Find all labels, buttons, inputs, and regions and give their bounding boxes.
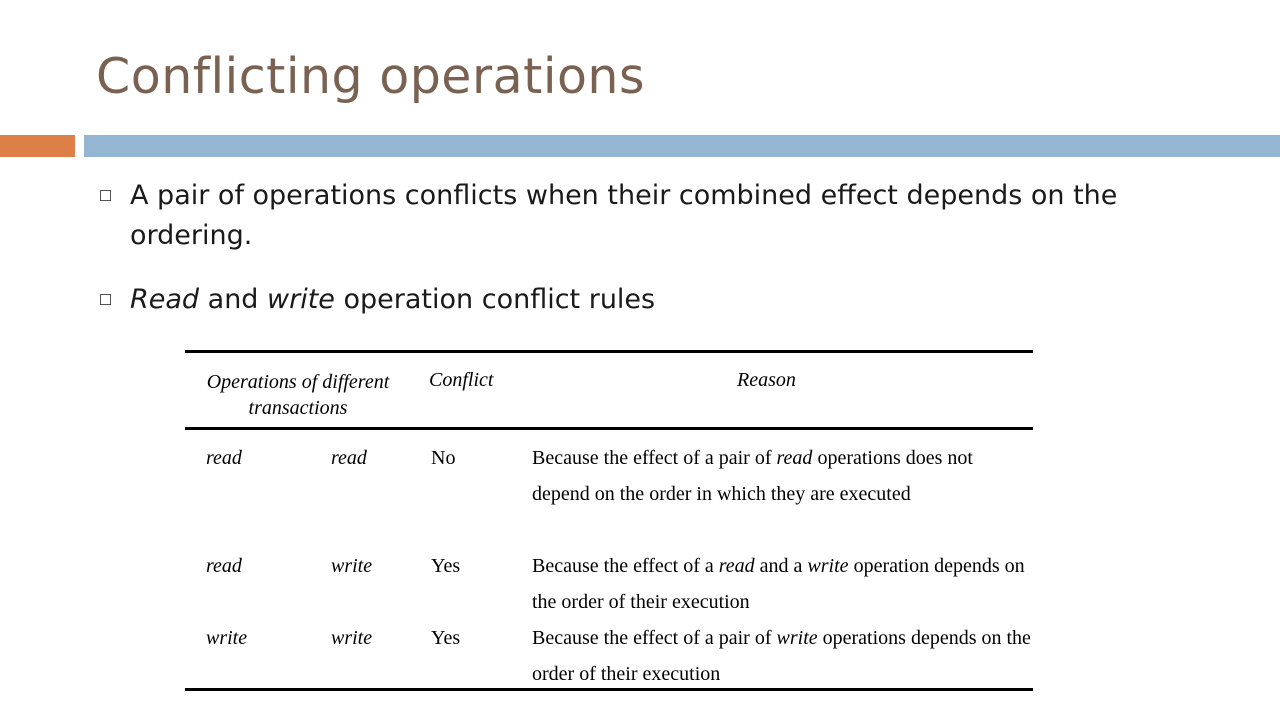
table-header-row	[185, 353, 1033, 427]
bullet-list	[98, 176, 1218, 344]
table-body	[185, 430, 1033, 688]
slide-title: Conflicting operations	[96, 48, 646, 105]
accent-bar-orange	[0, 135, 75, 157]
reason-text: operations does not depend on the order in which they are executed	[532, 447, 973, 505]
op1-cell: read	[206, 555, 242, 577]
header-reason: Reason	[737, 369, 796, 391]
reason-cell	[532, 440, 1033, 512]
reason-text-italic: read	[776, 447, 813, 469]
reason-cell	[532, 620, 1033, 692]
reason-cell	[532, 548, 1033, 620]
accent-bar-blue	[84, 135, 1280, 157]
conflict-rules-table	[185, 350, 1033, 691]
bullet-item	[98, 176, 1218, 256]
reason-text-italic: write	[776, 627, 818, 649]
op1-cell: write	[206, 627, 248, 649]
reason-text: operation depends on the order of their execution	[532, 555, 1025, 613]
bullet-text: operation conflict rules	[334, 284, 656, 315]
reason-text: Because the effect of a pair of	[532, 627, 777, 649]
bullet-item	[98, 280, 1218, 320]
header-conflict: Conflict	[429, 369, 494, 391]
reason-text: operations depends on the order of their execution	[532, 627, 1031, 685]
bullet-text-italic: write	[267, 284, 335, 315]
conflict-cell: Yes	[431, 627, 461, 649]
bullet-text: and	[199, 284, 268, 315]
op2-cell: write	[331, 627, 373, 649]
square-bullet-icon	[100, 190, 111, 201]
reason-text: and a	[754, 555, 808, 577]
header-operations: Operations of different transactions	[206, 371, 390, 419]
conflict-cell: Yes	[431, 555, 461, 577]
reason-text: Because the effect of a	[532, 555, 719, 577]
square-bullet-icon	[100, 294, 111, 305]
conflict-cell: No	[431, 447, 456, 469]
reason-text-italic: write	[807, 555, 849, 577]
op1-cell: read	[206, 447, 242, 469]
bullet-text-italic: Read	[130, 284, 200, 315]
op2-cell: read	[331, 447, 367, 469]
reason-text: Because the effect of a pair of	[532, 447, 777, 469]
op2-cell: write	[331, 555, 373, 577]
bullet-text: A pair of operations conflicts when their combined effect depends on the ordering.	[130, 180, 1118, 251]
reason-text-italic: read	[718, 555, 755, 577]
